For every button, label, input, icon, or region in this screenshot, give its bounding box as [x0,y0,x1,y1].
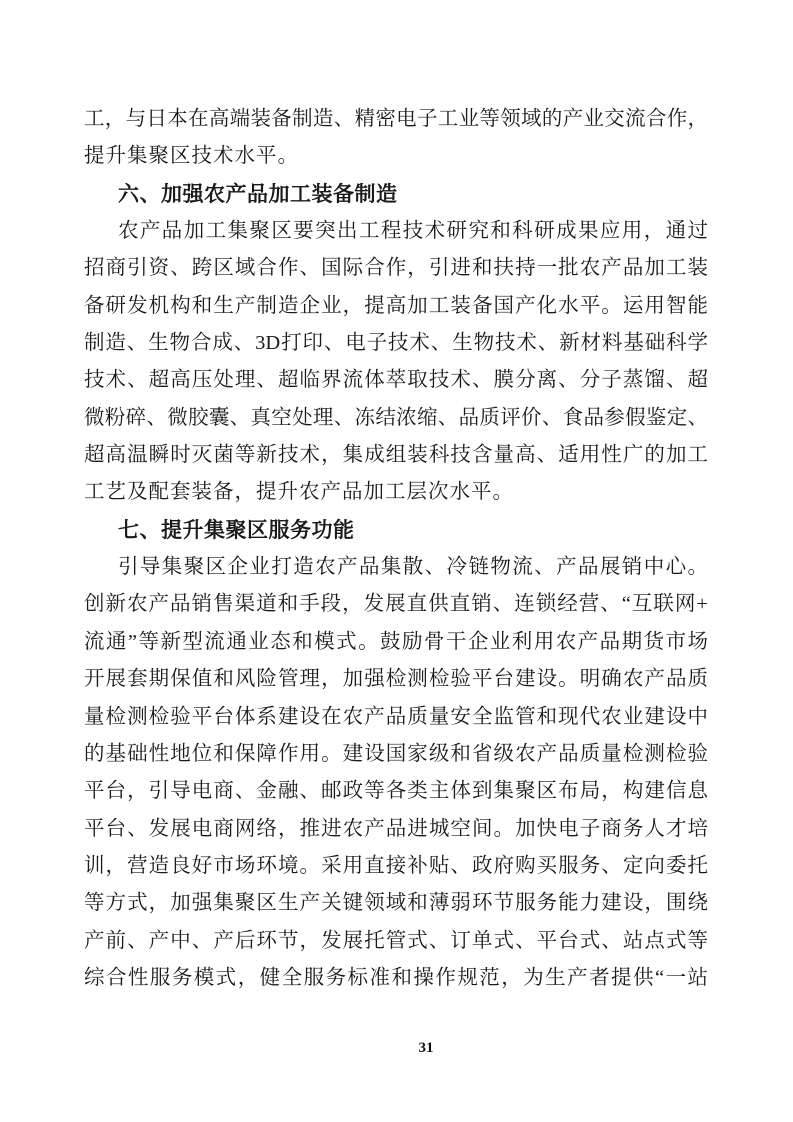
body-line: 产前、产中、产后环节，发展托管式、订单式、平台式、站点式等 [84,929,708,952]
body-line: 农产品加工集聚区要突出工程技术研究和科研成果应用，通过 [118,220,708,243]
section-heading-7: 七、提升集聚区服务功能 [118,518,355,542]
body-line: 开展套期保值和风险管理，加强检测检验平台建设。明确农产品质 [84,668,708,691]
body-line: 工，与日本在高端装备制造、精密电子工业等领域的产业交流合作， [84,108,708,130]
body-line: 微粉碎、微胶囊、真空处理、冻结浓缩、品质评价、食品参假鉴定、 [84,406,708,429]
body-line: 平台，引导电商、金融、邮政等各类主体到集聚区布局，构建信息 [84,780,708,803]
section-heading-6: 六、加强农产品加工装备制造 [118,182,398,206]
body-line: 引导集聚区企业打造农产品集散、冷链物流、产品展销中心。 [118,556,708,579]
body-line: 的基础性地位和保障作用。建设国家级和省级农产品质量检测检验 [84,742,708,765]
body-line: 量检测检验平台体系建设在农产品质量安全监管和现代农业建设中 [84,705,708,728]
body-line: 招商引资、跨区域合作、国际合作，引进和扶持一批农产品加工装 [84,257,708,280]
document-body [84,101,708,997]
body-line: 超高温瞬时灭菌等新技术，集成组装科技含量高、适用性广的加工 [84,444,708,467]
body-line: 训，营造良好市场环境。采用直接补贴、政府购买服务、定向委托 [84,854,708,877]
body-line: 等方式，加强集聚区生产关键领域和薄弱环节服务能力建设，围绕 [84,892,708,915]
body-line: 提升集聚区技术水平。 [84,145,299,168]
body-line: 制造、生物合成、3D打印、电子技术、生物技术、新材料基础科学 [84,332,708,355]
page-number: 31 [418,1040,434,1056]
body-line: 创新农产品销售渠道和手段，发展直供直销、连锁经营、“互联网+ [84,593,708,616]
body-line: 流通”等新型流通业态和模式。鼓励骨干企业利用农产品期货市场 [84,630,708,653]
body-line: 技术、超高压处理、超临界流体萃取技术、膜分离、分子蒸馏、超 [84,369,708,392]
body-line: 备研发机构和生产制造企业，提高加工装备国产化水平。运用智能 [84,294,708,317]
body-line: 综合性服务模式，健全服务标准和操作规范，为生产者提供“一站 [84,966,708,989]
body-line: 工艺及配套装备，提升农产品加工层次水平。 [84,481,514,504]
body-line: 平台、发展电商网络，推进农产品进城空间。加快电子商务人才培 [84,817,708,840]
